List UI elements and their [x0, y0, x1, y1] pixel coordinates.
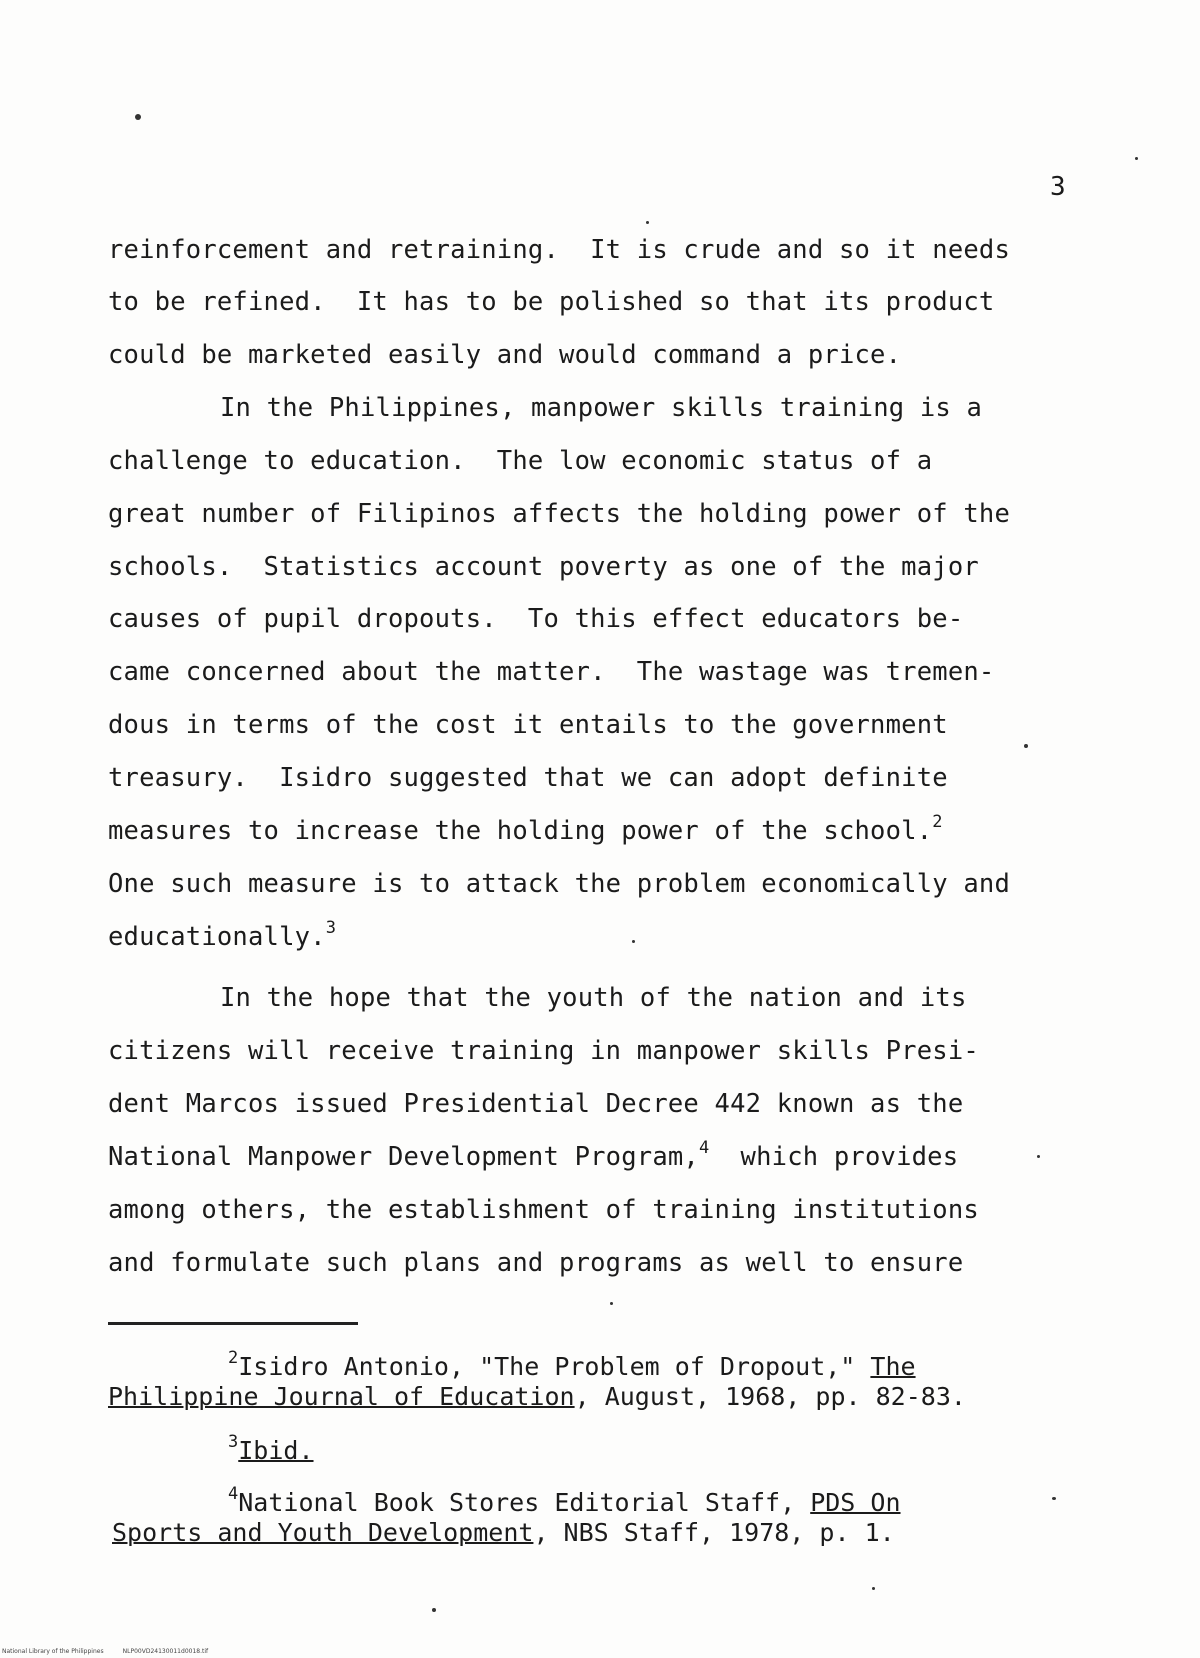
footnote-4-lead: National Book Stores Editorial Staff,: [238, 1488, 811, 1517]
body-line-13: One such measure is to attack the problem economically and: [108, 869, 1011, 899]
body-line-18-tail: which provides: [740, 1142, 959, 1172]
footnote-4-title-a: PDS On: [810, 1488, 901, 1517]
body-line-12-text: measures to increase the holding power of the school.: [108, 816, 933, 846]
footnote-4-tail: , NBS Staff, 1978, p. 1.: [533, 1518, 895, 1547]
body-line-5: challenge to education. The low economic status of a: [108, 446, 933, 476]
body-line-1: reinforcement and retraining. It is crude and so it needs: [108, 235, 1011, 265]
scan-file: NLP00VD24130011d0018.tif: [122, 1648, 209, 1655]
scan-speck: [646, 221, 649, 224]
footnote-2-title-b: Philippine Journal of Education: [108, 1382, 575, 1411]
body-line-14-text: educationally.: [108, 922, 326, 952]
body-line-20: and formulate such plans and programs as well to ensure: [108, 1248, 964, 1278]
footnote-2-tail: , August, 1968, pp. 82-83.: [574, 1382, 966, 1411]
footnote-2-title-a: The: [870, 1352, 916, 1381]
footnote-ref-2: 2: [932, 812, 943, 832]
body-line-18: [108, 1138, 959, 1172]
body-line-17: dent Marcos issued Presidential Decree 442 known as the: [108, 1089, 964, 1119]
body-line-8: causes of pupil dropouts. To this effect educators be-: [108, 604, 964, 634]
scan-speck: [1135, 157, 1138, 160]
footnote-3: [228, 1432, 314, 1465]
footnote-4-marker: 4: [228, 1484, 239, 1504]
footnote-4-title-b: Sports and Youth Development: [112, 1518, 534, 1547]
scan-speck: [432, 1608, 436, 1612]
body-line-2: to be refined. It has to be polished so that its product: [108, 287, 995, 317]
page-number: 3: [1050, 172, 1066, 202]
scan-speck: [1024, 744, 1028, 748]
body-line-14: [108, 918, 337, 952]
footnote-2-marker: 2: [228, 1348, 239, 1368]
scan-speck: [610, 1302, 613, 1305]
footnote-ref-4: 4: [699, 1138, 710, 1158]
scan-speck: [1037, 1155, 1040, 1158]
body-line-16: citizens will receive training in manpower skills Presi-: [108, 1036, 979, 1066]
scan-speck: [135, 114, 141, 120]
footnote-3-text: Ibid.: [238, 1436, 314, 1465]
footnote-2-line-1: [228, 1348, 916, 1381]
body-line-3: could be marketed easily and would command a price.: [108, 340, 902, 370]
body-line-10: dous in terms of the cost it entails to the government: [108, 710, 948, 740]
body-line-6: great number of Filipinos affects the holding power of the: [108, 499, 1011, 529]
scan-speck: [1052, 1497, 1056, 1500]
body-line-7: schools. Statistics account poverty as one of the major: [108, 552, 979, 582]
footnote-2-line-2: [108, 1382, 966, 1411]
footnote-3-marker: 3: [228, 1432, 239, 1452]
body-line-4: In the Philippines, manpower skills training is a: [220, 393, 983, 423]
footnote-separator: [108, 1322, 358, 1325]
body-line-18-text: National Manpower Development Program,: [108, 1142, 699, 1172]
scan-speck: [872, 1587, 875, 1590]
footnote-4-line-2: [112, 1518, 895, 1547]
body-line-12: [108, 812, 943, 846]
footnote-2-lead: Isidro Antonio, "The Problem of Dropout,": [238, 1352, 871, 1381]
body-line-15: In the hope that the youth of the nation and its: [220, 983, 967, 1013]
body-line-9: came concerned about the matter. The wastage was tremen-: [108, 657, 995, 687]
footnote-4-line-1: [228, 1484, 901, 1517]
body-line-11: treasury. Isidro suggested that we can adopt definite: [108, 763, 948, 793]
scan-speck: [632, 940, 635, 943]
scan-source: National Library of the Philippines: [2, 1648, 104, 1655]
scan-source-footer: [2, 1648, 208, 1655]
body-line-19: among others, the establishment of training institutions: [108, 1195, 979, 1225]
footnote-ref-3: 3: [325, 918, 337, 938]
